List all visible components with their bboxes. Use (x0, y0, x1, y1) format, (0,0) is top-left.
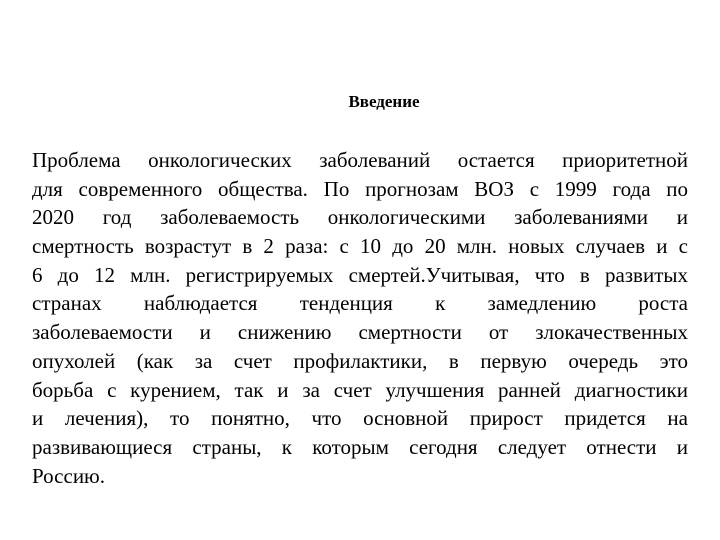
paragraph-line: опухолей (как за счет профилактики, в первую очередь это (32, 348, 688, 373)
paragraph-line: и лечения), то понятно, что основной прирост придется на (32, 406, 688, 431)
paragraph-line: смертность возрастут в 2 раза: с 10 до 20 млн. новых случаев и с (32, 234, 688, 259)
paragraph-line: заболеваемости и снижению смертности от злокачественных (32, 320, 688, 345)
page-title: Введение (348, 92, 420, 111)
paragraph-line: Проблема онкологических заболеваний остается приоритетной (32, 148, 688, 172)
paragraph-line: Россию. (32, 463, 105, 488)
paragraph-line: 2020 год заболеваемость онкологическими заболеваниями и (32, 205, 688, 230)
paragraph-line: 6 до 12 млн. регистрируемых смертей.Учитывая, что в развитых (32, 262, 688, 287)
paragraph-line: развивающиеся страны, к которым сегодня следует отнести и (32, 434, 688, 459)
paragraph-line: странах наблюдается тенденция к замедлению роста (32, 291, 688, 316)
body-paragraph (32, 146, 688, 490)
paragraph-line: борьба с курением, так и за счет улучшения ранней диагностики (32, 377, 688, 402)
paragraph-line: для современного общества. По прогнозам ВОЗ с 1999 года по (32, 176, 688, 201)
